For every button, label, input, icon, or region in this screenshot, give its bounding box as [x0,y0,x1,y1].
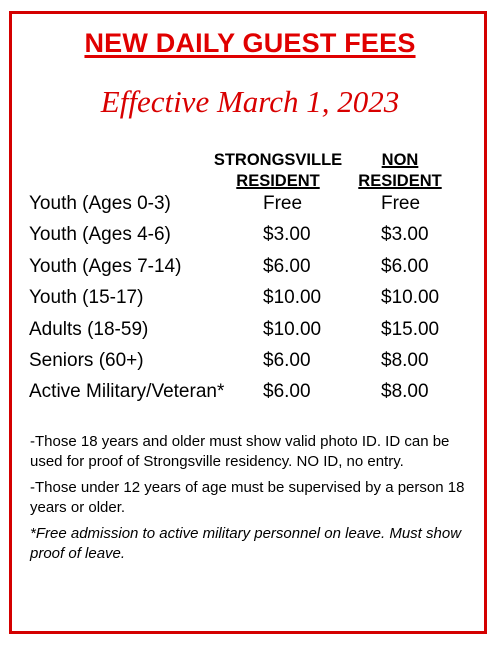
fee-non-resident: $8.00 [381,349,429,371]
column-header-non-resident [350,150,450,192]
fee-category: Seniors (60+) [29,349,144,371]
fee-category: Active Military/Veteran* [29,381,225,403]
fee-resident: $3.00 [263,224,311,246]
fee-resident: $10.00 [263,318,322,340]
fee-non-resident: $6.00 [381,255,429,277]
fee-row [29,192,469,223]
fee-row [29,223,469,254]
notes-section [30,432,468,570]
fee-non-resident: $3.00 [381,224,429,246]
fee-resident: Free [263,193,303,214]
fee-non-resident: $15.00 [381,318,440,340]
military-footnote: *Free admission to active military personnel on leave. Must show proof of leave. [30,525,462,562]
fee-row [29,349,469,380]
fee-row [29,255,469,286]
column-header-non-line1: NON [381,151,419,169]
effective-date: Effective March 1, 2023 [100,84,400,119]
fee-table [29,192,469,412]
fee-row [29,286,469,317]
fee-non-resident: $10.00 [381,287,440,309]
fee-resident: $10.00 [263,287,322,309]
page-title: NEW DAILY GUEST FEES [84,28,416,58]
fee-resident: $6.00 [263,255,311,277]
fee-non-resident: Free [381,193,421,214]
fee-category: Youth (15-17) [29,287,144,309]
fee-non-resident: $8.00 [381,381,429,403]
fee-row [29,380,469,411]
fee-resident: $6.00 [263,381,311,403]
column-header-resident [200,150,356,192]
fee-category: Youth (Ages 0-3) [29,193,171,214]
id-requirement-note: -Those 18 years and older must show valid photo ID. ID can be used for proof of Strongsville residency. NO ID, no entry. [30,433,450,470]
fee-category: Youth (Ages 4-6) [29,224,171,246]
supervision-note: -Those under 12 years of age must be supervised by a person 18 years or older. [30,479,465,516]
column-header-resident-line2: RESIDENT [236,172,320,190]
column-header-resident-line1: STRONGSVILLE [213,151,343,169]
fee-category: Youth (Ages 7-14) [29,255,182,277]
fee-row [29,318,469,349]
column-header-non-line2: RESIDENT [358,172,442,190]
fee-category: Adults (18-59) [29,318,149,340]
fee-resident: $6.00 [263,349,311,371]
